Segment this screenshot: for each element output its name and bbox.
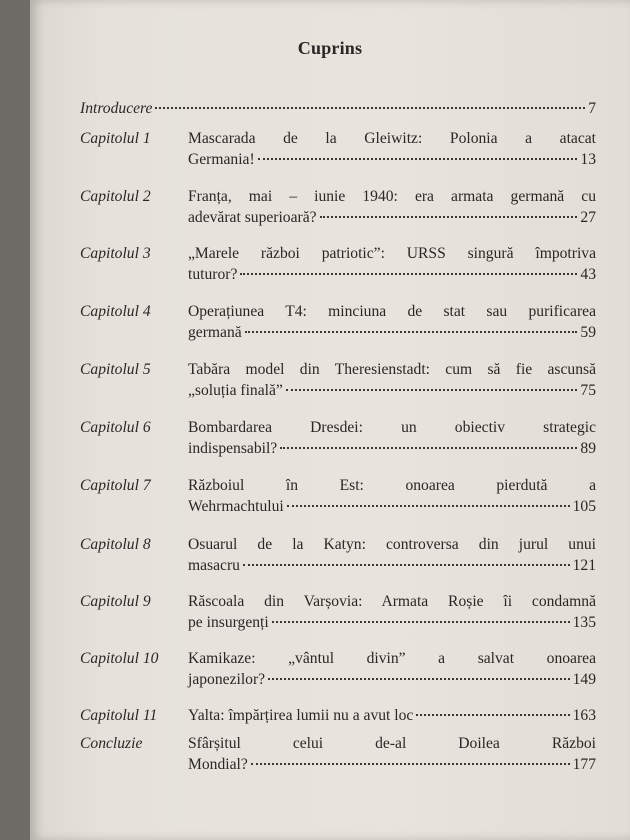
chapter-title — [188, 648, 596, 690]
chapter-label: Capitolul 6 — [80, 419, 151, 436]
dot-leader — [155, 106, 585, 109]
title-line-1: Franța, mai – iunie 1940: era armata germană cu — [188, 188, 596, 205]
dot-leader — [268, 677, 570, 680]
title-text: adevărat superioară? — [188, 209, 317, 226]
title-line-1: Sfârșitul celui de-al Doilea Război — [188, 735, 596, 752]
title-text: masacru — [188, 557, 240, 574]
page-number: 13 — [580, 151, 596, 168]
page-number: 149 — [572, 671, 596, 688]
chapter-title — [188, 733, 596, 775]
title-line-1: Mascarada de la Gleiwitz: Polonia a atacat — [188, 130, 596, 147]
title-line-1: Osuarul de la Katyn: controversa din jurul unui — [188, 536, 596, 553]
chapter-title — [188, 591, 596, 633]
chapter-label: Capitolul 7 — [80, 477, 151, 494]
page-number: 105 — [572, 498, 596, 515]
title-line-2 — [188, 612, 596, 633]
title-text: japonezilor? — [188, 671, 266, 688]
title-text: tuturor? — [188, 266, 238, 283]
page-number: 121 — [572, 557, 596, 574]
title-text: Mondial? — [188, 756, 248, 773]
page-number: 27 — [580, 209, 596, 226]
title-line-2 — [188, 496, 596, 517]
chapter-title — [188, 359, 596, 401]
chapter-label: Capitolul 8 — [80, 536, 151, 553]
title-line-1: Bombardarea Dresdei: un obiectiv strategic — [188, 419, 596, 436]
page-number: 7 — [588, 100, 596, 117]
page-number: 163 — [572, 707, 596, 724]
title-line-2 — [188, 264, 596, 285]
title-line-2 — [188, 380, 596, 401]
page-number: 43 — [580, 266, 596, 283]
chapter-title — [188, 417, 596, 459]
title-text: germană — [188, 324, 242, 341]
page-number: 177 — [572, 756, 596, 773]
chapter-label: Capitolul 1 — [80, 130, 151, 147]
title-line-1: Răscoala din Varșovia: Armata Roșie îi condamnă — [188, 593, 596, 610]
chapter-label: Concluzie — [80, 735, 143, 752]
dot-leader — [272, 620, 570, 623]
title-line-2 — [188, 149, 596, 170]
title-line-1: „Marele război patriotic”: URSS singură împotriva — [188, 245, 596, 262]
page-number: 59 — [580, 324, 596, 341]
title-line-1: Războiul în Est: onoarea pierdută a — [188, 477, 596, 494]
title-line-1: Operațiunea T4: minciuna de stat sau purificarea — [188, 303, 596, 320]
title-line-2 — [188, 669, 596, 690]
chapter-title — [188, 475, 596, 517]
chapter-label: Capitolul 4 — [80, 303, 151, 320]
chapter-label: Capitolul 3 — [80, 245, 151, 262]
dot-leader — [320, 215, 578, 218]
chapter-title — [188, 301, 596, 343]
toc-entry-introducere — [80, 98, 596, 119]
title-text: Wehrmachtului — [188, 498, 284, 515]
page-number: 75 — [580, 382, 596, 399]
entry-label: Introducere — [80, 100, 153, 117]
chapter-title — [188, 243, 596, 285]
chapter-label: Capitolul 11 — [80, 707, 158, 724]
title-line-2 — [188, 705, 596, 726]
title-line-2 — [188, 555, 596, 576]
title-line-1: Kamikaze: „vântul divin” a salvat onoarea — [188, 650, 596, 667]
book-page — [30, 0, 630, 840]
dot-leader — [258, 157, 578, 160]
dot-leader — [280, 446, 577, 449]
chapter-label: Capitolul 9 — [80, 593, 151, 610]
dot-leader — [245, 330, 578, 333]
chapter-label: Capitolul 10 — [80, 650, 159, 667]
title-text: pe insurgenți — [188, 614, 269, 631]
title-line-2 — [188, 207, 596, 228]
title-line-1: Tabăra model din Theresienstadt: cum să fie ascunsă — [188, 361, 596, 378]
chapter-label: Capitolul 5 — [80, 361, 151, 378]
title-text: indispensabil? — [188, 440, 278, 457]
chapter-title — [188, 534, 596, 576]
page-number: 89 — [580, 440, 596, 457]
chapter-label: Capitolul 2 — [80, 188, 151, 205]
title-line-2 — [188, 438, 596, 459]
dot-leader — [240, 272, 577, 275]
dot-leader — [251, 762, 570, 765]
dot-leader — [416, 713, 569, 716]
dot-leader — [287, 504, 570, 507]
chapter-title — [188, 186, 596, 228]
title-text: Yalta: împărțirea lumii nu a avut loc — [188, 707, 414, 724]
dot-leader — [243, 563, 570, 566]
title-line-2 — [188, 322, 596, 343]
title-text: Germania! — [188, 151, 255, 168]
page-number: 135 — [572, 614, 596, 631]
chapter-title — [188, 705, 596, 726]
title-line-2 — [188, 754, 596, 775]
title-text: „soluția finală” — [188, 382, 283, 399]
page-title: Cuprins — [297, 38, 363, 58]
dot-leader — [286, 388, 578, 391]
chapter-title — [188, 128, 596, 170]
